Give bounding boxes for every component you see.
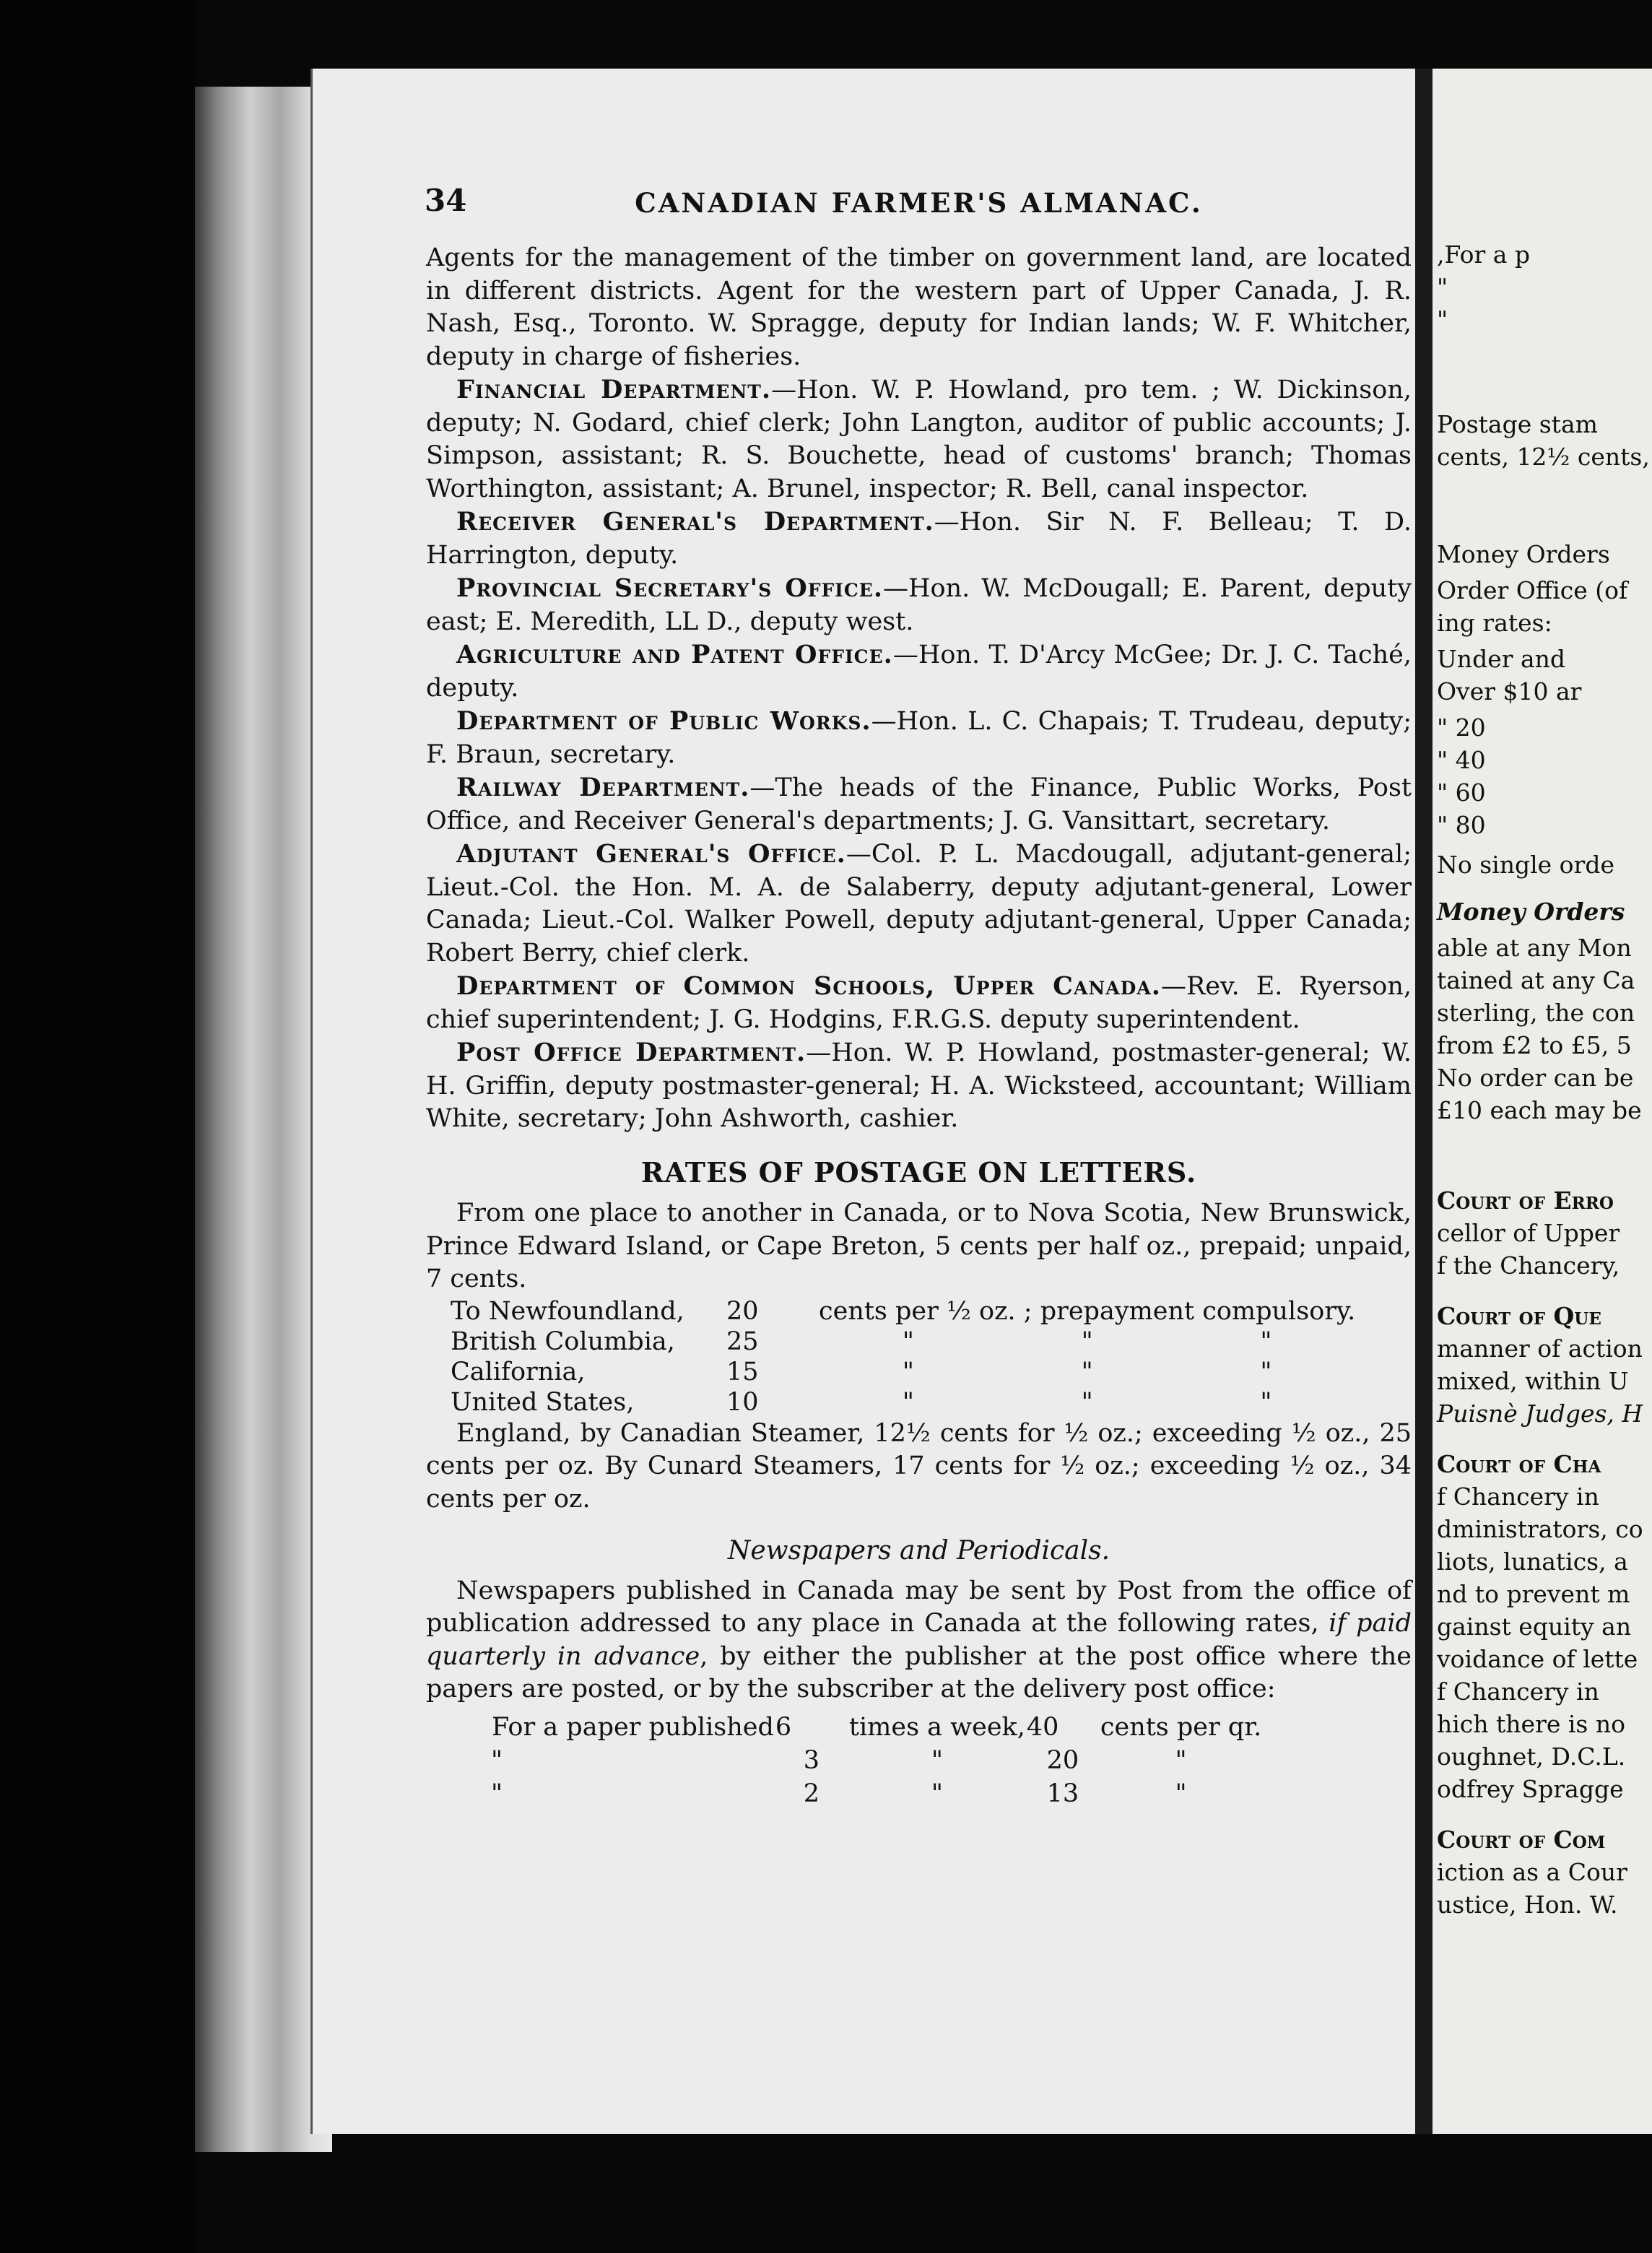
rate-cell-c3: " <box>902 1327 914 1356</box>
department-entry <box>426 705 1412 771</box>
newspapers-text-before: Newspapers published in Canada may be sent by Post from the office of publication addressed to any place in Canada at the following rates, <box>426 1576 1412 1638</box>
facing-page-fragment: odfrey Spragge <box>1437 1775 1624 1803</box>
postage-england: England, by Canadian Steamer, 12½ cents for ½ oz.; exceeding ½ oz., 25 cents per oz. By Cunard Steamers, 17 cents for ½ oz.; exceeding ½ oz., 34 cents per oz. <box>426 1418 1412 1514</box>
newspapers-italic: if paid quarterly in advance <box>426 1609 1412 1671</box>
facing-page-fragment: dministrators, co <box>1437 1515 1643 1543</box>
facing-page-fragment: Court of Cha <box>1437 1450 1601 1478</box>
department-text: —Hon. T. D'Arcy McGee; Dr. J. C. Taché, deputy. <box>426 641 1412 703</box>
facing-page-fragment: " 60 <box>1437 778 1486 807</box>
newspaper-cell-a: " <box>491 1745 503 1775</box>
facing-page-fragment: nd to prevent m <box>1437 1580 1630 1608</box>
newspaper-cell-c: " <box>931 1779 943 1808</box>
newspaper-cell-e: " <box>1175 1745 1187 1775</box>
department-text: —The heads of the Finance, Public Works, Post Office, and Receiver General's departments; J. G. Vansittart, secretary. <box>426 773 1412 835</box>
page-header <box>426 184 1412 226</box>
facing-page-fragment: Puisnè Judges, H <box>1437 1399 1643 1428</box>
rate-cell-c4: " <box>1081 1387 1093 1417</box>
rate-cell-amount: 25 <box>726 1327 759 1356</box>
newspaper-cell-e: cents per qr. <box>1100 1712 1262 1742</box>
facing-page-fragment: ing rates: <box>1437 609 1552 637</box>
facing-page-fragment: " 40 <box>1437 746 1486 774</box>
department-name: Department of Public Works. <box>456 706 871 736</box>
department-text: —Col. P. L. Macdougall, adjutant-general; Lieut.-Col. the Hon. M. A. de Salaberry, deputy adjutant-general, Lower Canada; Lieut.-Col. Walker Powell, deputy adjutant-general, Upper Canada; Robert Berry, chief clerk. <box>426 840 1412 968</box>
rate-cell-dest: British Columbia, <box>451 1327 675 1356</box>
facing-page-fragment: sterling, the con <box>1437 999 1635 1027</box>
facing-page-fragment: manner of action <box>1437 1334 1643 1363</box>
facing-page-fragment: " 20 <box>1437 713 1486 742</box>
rate-row <box>451 1327 1355 1357</box>
facing-page-fragment: voidance of lette <box>1437 1645 1638 1673</box>
facing-page-fragment: Money Orders <box>1437 898 1625 926</box>
newspapers-paragraph <box>426 1575 1412 1706</box>
running-title: CANADIAN FARMER'S ALMANAC. <box>635 187 1203 219</box>
facing-page-fragment: f Chancery in <box>1437 1677 1599 1706</box>
facing-page-fragment: Court of Erro <box>1437 1186 1614 1215</box>
newspaper-cell-b: 2 <box>803 1779 820 1808</box>
facing-page-fragment: £10 each may be <box>1437 1096 1642 1124</box>
newspaper-cell-a: For a paper published <box>492 1712 774 1742</box>
page-gutter <box>1415 69 1433 2134</box>
department-name: Department of Common Schools, Upper Canada. <box>456 971 1161 1001</box>
postage-rates-table <box>451 1296 1355 1418</box>
department-text: —Hon. W. P. Howland, postmaster-general; W. H. Griffin, deputy postmaster-general; H. A. Wicksteed, accountant; William White, secretary; John Ashworth, cashier. <box>426 1038 1412 1133</box>
department-name: Post Office Department. <box>456 1038 807 1067</box>
scan-border-left <box>0 0 195 2253</box>
newspaper-cell-d: 40 <box>1026 1712 1059 1742</box>
newspapers-text-after: , by either the publisher at the post office where the papers are posted, or by the subscriber at the delivery post office: <box>426 1641 1412 1703</box>
department-entry <box>426 638 1412 705</box>
page-number: 34 <box>425 183 467 218</box>
newspaper-cell-b: 6 <box>775 1712 792 1742</box>
rate-row <box>451 1357 1355 1387</box>
facing-page-fragment: cents, 12½ cents, <box>1437 443 1650 471</box>
rate-row <box>451 1296 1355 1327</box>
rate-cell-c4: " <box>1081 1357 1093 1386</box>
department-text: —Hon. W. McDougall; E. Parent, deputy east; E. Meredith, LL D., deputy west. <box>426 574 1412 636</box>
facing-page-fragment: " <box>1437 305 1448 334</box>
department-name: Provincial Secretary's Office. <box>456 573 884 603</box>
department-entry <box>426 970 1412 1036</box>
facing-page-fragment: from £2 to £5, 5 <box>1437 1031 1632 1059</box>
department-entry <box>426 1036 1412 1136</box>
facing-page-fragment: f Chancery in <box>1437 1483 1599 1511</box>
department-list <box>426 373 1412 1136</box>
facing-page-fragment: Money Orders <box>1437 540 1610 568</box>
rate-cell-c5: " <box>1260 1357 1272 1386</box>
facing-page-fragment: Court of Com <box>1437 1826 1606 1854</box>
department-entry <box>426 838 1412 970</box>
facing-page-fragment: Order Office (of <box>1437 576 1628 604</box>
facing-page-fragment: No single orde <box>1437 851 1614 879</box>
newspaper-cell-d: 20 <box>1046 1745 1079 1775</box>
facing-page-fragment: mixed, within U <box>1437 1367 1629 1395</box>
facing-page-fragment: able at any Mon <box>1437 934 1632 962</box>
rate-cell-c5: " <box>1260 1327 1272 1356</box>
facing-page-fragment: cellor of Upper <box>1437 1219 1620 1247</box>
department-name: Railway Department. <box>456 773 750 802</box>
intro-paragraph: Agents for the management of the timber on government land, are located in different districts. Agent for the western part of Upper Canada, J. R. Nash, Esq., Toronto. W. Spragge, deputy for Indian lands; W. F. Whitcher, deputy in charge of fisheries. <box>426 243 1412 371</box>
facing-page-fragment: oughnet, D.C.L. <box>1437 1742 1626 1771</box>
rate-cell-c3: " <box>902 1387 914 1417</box>
rate-cell-dest: To Newfoundland, <box>451 1296 684 1326</box>
facing-page-fragment: " 80 <box>1437 811 1486 839</box>
facing-page-fragment: f the Chancery, <box>1437 1251 1620 1280</box>
postage-intro: From one place to another in Canada, or to Nova Scotia, New Brunswick, Prince Edward Island, or Cape Breton, 5 cents per half oz., prepaid; unpaid, 7 cents. <box>426 1199 1412 1293</box>
department-name: Financial Department. <box>456 375 772 404</box>
page-content <box>426 184 1412 1810</box>
department-name: Agriculture and Patent Office. <box>456 640 893 669</box>
newspaper-rate-row <box>491 1744 1262 1777</box>
facing-page-fragment: Under and <box>1437 645 1566 673</box>
newspaper-cell-c: times a week, <box>848 1712 1025 1742</box>
department-text: —Hon. L. C. Chapais; T. Trudeau, deputy; F. Braun, secretary. <box>426 707 1412 769</box>
postage-heading: RATES OF POSTAGE ON LETTERS. <box>640 1155 1197 1189</box>
department-text: —Rev. E. Ryerson, chief superintendent; J. G. Hodgins, F.R.G.S. deputy superintendent. <box>426 972 1412 1034</box>
newspaper-cell-d: 13 <box>1046 1779 1079 1808</box>
facing-page-fragment: Postage stam <box>1437 410 1598 438</box>
newspapers-heading: Newspapers and Periodicals. <box>727 1536 1110 1566</box>
newspaper-cell-a: " <box>491 1779 503 1808</box>
rate-row <box>451 1387 1355 1418</box>
facing-page-fragment: tained at any Ca <box>1437 966 1635 994</box>
department-entry <box>426 572 1412 638</box>
rate-cell-c3: " <box>902 1357 914 1386</box>
facing-page <box>1433 69 1652 2134</box>
facing-page-fragment: hich there is no <box>1437 1710 1625 1738</box>
newspaper-rate-row <box>491 1777 1262 1810</box>
newspaper-cell-c: " <box>931 1745 943 1775</box>
rate-cell-amount: 20 <box>726 1296 759 1326</box>
department-text: —Hon. Sir N. F. Belleau; T. D. Harrington, deputy. <box>426 508 1412 570</box>
department-entry <box>426 771 1412 838</box>
rate-cell-c4: " <box>1081 1327 1093 1356</box>
facing-page-fragment: liots, lunatics, a <box>1437 1547 1628 1576</box>
rate-cell-dest: United States, <box>451 1387 635 1417</box>
newspaper-rates-table <box>491 1711 1262 1810</box>
department-name: Adjutant General's Office. <box>456 839 846 869</box>
department-entry <box>426 373 1412 505</box>
facing-page-fragment: No order can be <box>1437 1064 1634 1092</box>
facing-page-fragment: Over $10 ar <box>1437 677 1582 706</box>
facing-page-fragment: Court of Que <box>1437 1302 1601 1330</box>
facing-page-fragment: " <box>1437 273 1448 301</box>
newspaper-cell-e: " <box>1175 1779 1187 1808</box>
rate-cell-amount: 15 <box>726 1357 759 1386</box>
department-entry <box>426 505 1412 572</box>
department-name: Receiver General's Department. <box>456 507 934 537</box>
department-text: —Hon. W. P. Howland, pro tem. ; W. Dickinson, deputy; N. Godard, chief clerk; John Langton, auditor of public accounts; J. Simpson, assistant; R. S. Bouchette, head of customs' branch; Thomas Worthington, assistant; A. Brunel, inspector; R. Bell, canal inspector. <box>426 376 1412 503</box>
newspaper-cell-b: 3 <box>803 1745 820 1775</box>
rate-cell-amount: 10 <box>726 1387 759 1417</box>
rate-cell-c3: cents per ½ oz. ; prepayment compulsory. <box>819 1296 1356 1326</box>
newspaper-rate-row <box>491 1711 1262 1744</box>
rate-cell-c5: " <box>1260 1387 1272 1417</box>
facing-page-fragment: ,For a p <box>1437 240 1531 269</box>
facing-page-fragment: gainst equity an <box>1437 1612 1632 1641</box>
rate-cell-dest: California, <box>451 1357 586 1386</box>
facing-page-fragment: iction as a Cour <box>1437 1858 1627 1886</box>
facing-page-fragment: ustice, Hon. W. <box>1437 1890 1618 1919</box>
